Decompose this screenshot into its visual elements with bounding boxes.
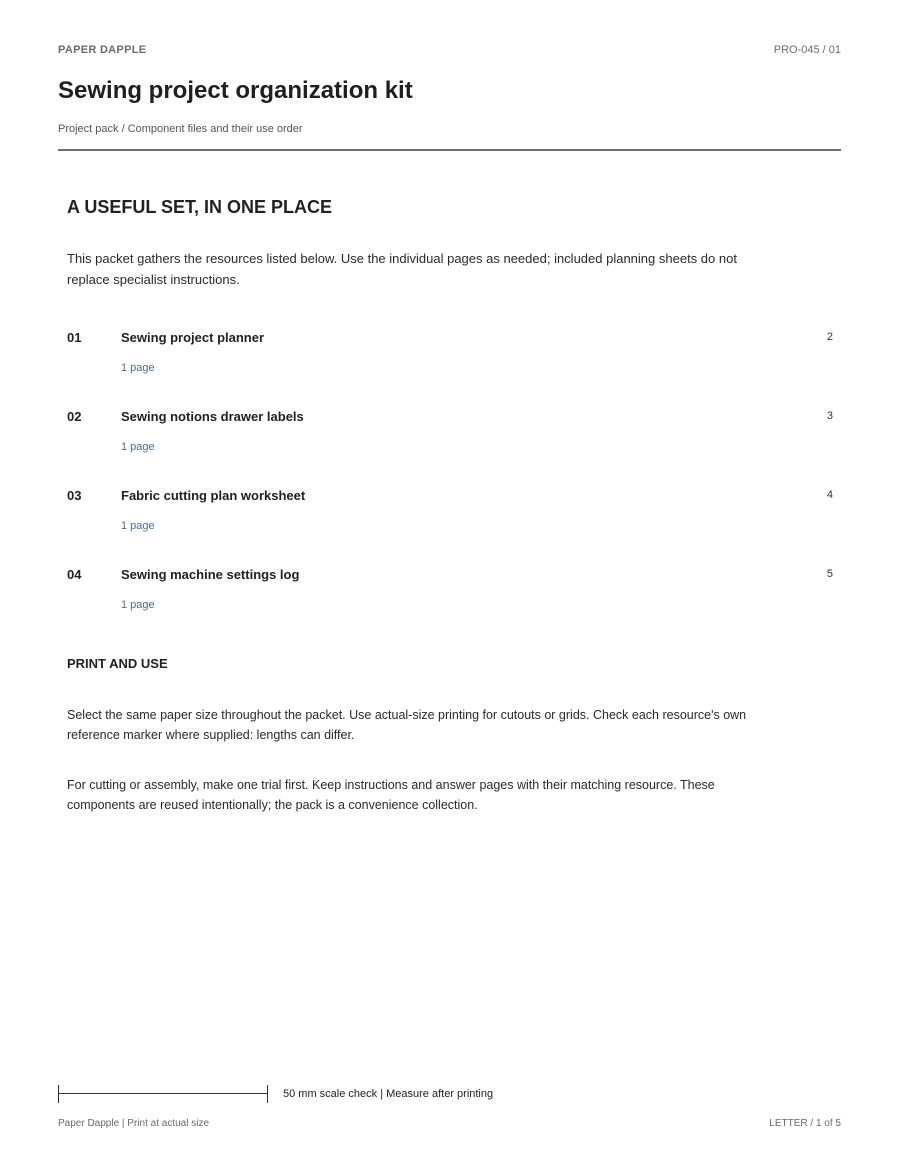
item-number: 01 — [67, 330, 82, 345]
item-page-count: 1 page — [121, 441, 155, 453]
item-number: 03 — [67, 488, 82, 503]
scale-bar-label: 50 mm scale check | Measure after printing — [283, 1088, 494, 1100]
item-title: Sewing machine settings log — [121, 567, 300, 582]
intro-heading: A USEFUL SET, IN ONE PLACE — [67, 197, 333, 217]
print-heading: PRINT AND USE — [67, 656, 168, 671]
scale-bar — [58, 1085, 268, 1103]
item-page-number: 4 — [826, 489, 833, 501]
brand-name: PAPER DAPPLE — [58, 44, 147, 56]
item-title: Sewing project planner — [121, 330, 265, 345]
print-paragraph: For cutting or assembly, make one trial first. Keep instructions and answer pages with their matching resource. These components are reused intentionally; the pack is a convenience collection. — [67, 778, 715, 812]
scale-bar-tick-right — [267, 1085, 268, 1103]
intro-text: This packet gathers the resources listed below. Use the individual pages as needed; included planning sheets do not replace specialist instructions. — [67, 251, 737, 287]
header-divider — [58, 149, 841, 151]
page-subtitle: Project pack / Component files and their use order — [58, 123, 303, 135]
contents-list — [67, 330, 833, 646]
page-title: Sewing project organization kit — [58, 77, 413, 104]
contents-item — [67, 488, 833, 567]
contents-item — [67, 330, 833, 409]
item-page-number: 2 — [826, 331, 833, 343]
item-page-number: 3 — [826, 410, 833, 422]
item-number: 04 — [67, 567, 82, 582]
contents-item — [67, 567, 833, 646]
footer-page-info: LETTER / 1 of 5 — [769, 1118, 841, 1129]
document-code: PRO-045 / 01 — [773, 44, 841, 56]
item-page-number: 5 — [826, 568, 833, 580]
item-page-count: 1 page — [121, 599, 155, 611]
item-page-count: 1 page — [121, 362, 155, 374]
contents-item — [67, 409, 833, 488]
item-title: Fabric cutting plan worksheet — [121, 488, 306, 503]
print-paragraph: Select the same paper size throughout the packet. Use actual-size printing for cutouts or grids. Check each resource's own reference marker where supplied: lengths can differ. — [67, 708, 747, 742]
item-page-count: 1 page — [121, 520, 155, 532]
item-number: 02 — [67, 409, 82, 424]
item-title: Sewing notions drawer labels — [121, 409, 304, 424]
scale-bar-line — [58, 1093, 268, 1094]
footer-left: Paper Dapple | Print at actual size — [58, 1118, 210, 1129]
scale-bar-tick-left — [58, 1085, 59, 1103]
